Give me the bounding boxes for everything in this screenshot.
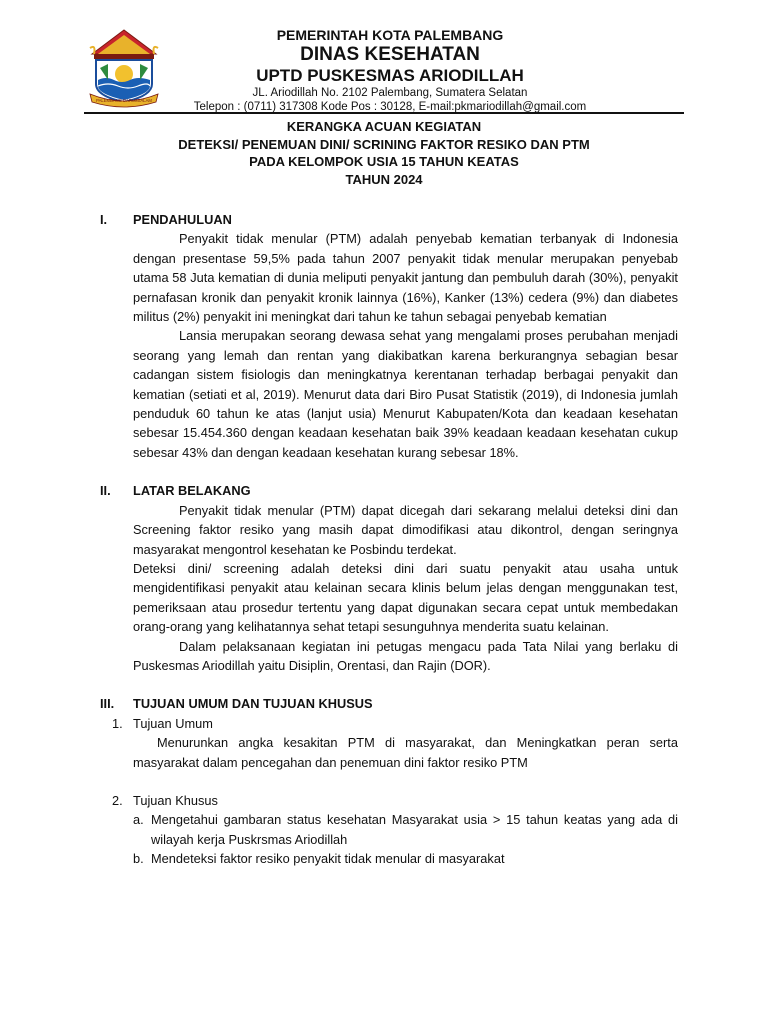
section-heading-pendahuluan	[100, 210, 678, 229]
title-line-2: DETEKSI/ PENEMUAN DINI/ SCRINING FAKTOR RESIKO DAN PTM	[178, 136, 590, 152]
sub-list-letter: b.	[133, 851, 144, 867]
paragraph: Penyakit tidak menular (PTM) dapat dicegah dari sekarang melalui deteksi dini dan Screening faktor resiko yang masih dapat dimodifikasi atau dikontrol, dengan seringnya masyarakat mengontrol kesehatan ke Posbindu terdekat.	[133, 502, 678, 557]
section-number: I.	[100, 212, 108, 227]
sub-list-item	[100, 849, 678, 868]
logo-ribbon-text: PALEMBANG DARUSSALAM	[96, 98, 152, 103]
document-body	[100, 210, 678, 869]
list-label: Tujuan Umum	[133, 715, 213, 731]
paragraph: Dalam pelaksanaan kegiatan ini petugas mengacu pada Tata Nilai yang berlaku di Puskesmas Ariodillah yaitu Disiplin, Orentasi, dan Rajin (DOR).	[133, 638, 678, 673]
letterhead-contact: Telepon : (0711) 317308 Kode Pos : 30128, E-mail:pkmariodillah@gmail.com	[193, 101, 587, 113]
list-item	[100, 791, 678, 810]
paragraph: Menurunkan angka kesakitan PTM di masyarakat, dan Meningkatkan peran serta masyarakat dalam pencegahan dan penemuan dini faktor resiko PTM	[133, 735, 678, 770]
sub-list-letter: a.	[133, 812, 144, 828]
list-number: 1.	[112, 715, 123, 731]
letterhead-agency: DINAS KESEHATAN	[300, 44, 480, 65]
letterhead	[170, 24, 610, 114]
letterhead-address: JL. Ariodillah No. 2102 Palembang, Sumatera Selatan	[252, 87, 528, 99]
sub-list-item	[100, 810, 678, 849]
section-number: II.	[100, 483, 111, 499]
letterhead-unit: UPTD PUSKESMAS ARIODILLAH	[256, 66, 524, 85]
paragraph: Penyakit tidak menular (PTM) adalah penyebab kematian terbanyak di Indonesia dengan presentase 59,5% pada tahun 2007 penyakit tidak menular merupakan penyebab utama 58 Juta kematian di dunia meliputi penyakit jantung dan pembuluh darah (30%), penyakit pernafasan kronik dan penyakit kronik lainnya (16%), Kanker (13%) cedera (9%) dan diabetes militus (2%) penyakit ini meningkat dari tahun ke tahun sebagai penyebab kematian	[133, 231, 678, 325]
paragraph: Deteksi dini/ screening adalah deteksi dini dari suatu penyakit atau usaha untuk mengidentifikasi penyakit atau kelainan secara klinis belum jelas dengan menggunakan test, pemeriksaan atau prosedur tertentu yang dapat digunakan secara cepat untuk membedakan orang-orang yang kelihatannya sehat tetapi sesunguhnya menderita suatu kelainan.	[133, 560, 678, 635]
list-item	[100, 714, 678, 733]
sub-list-text: Mengetahui gambaran status kesehatan Masyarakat usia > 15 tahun keatas yang ada di wilayah kerja Puskrsmas Ariodillah	[151, 812, 678, 847]
section-number: III.	[100, 696, 115, 712]
section-heading-tujuan	[100, 694, 678, 713]
section-heading-latar-belakang	[100, 481, 678, 500]
document-title	[84, 118, 684, 188]
section-title: PENDAHULUAN	[133, 212, 232, 227]
palembang-city-emblem-logo	[84, 24, 164, 108]
list-label: Tujuan Khusus	[133, 792, 218, 808]
title-line-4: TAHUN 2024	[345, 171, 423, 187]
paragraph: Lansia merupakan seorang dewasa sehat yang mengalami proses perubahan menjadi seorang yang lemah dan rentan yang diakibatkan karena berkurangnya sebagian besar cadangan sistem fisiologis dan meningkatnya kerentanan terhadap berbagai penyakit dan kematian (setiati et al, 2019). Menurut data dari Biro Pusat Statistik (2019), di Indonesia jumlah penduduk 60 tahun ke atas (lanjut usia) Menurut Kabupaten/Kota dan keadaan kesehatan sebesar 15.454.360 dengan keadaan kesehatan baik 39% keadaan keadaan kesehatan cukup sebesar 43% dan dengan keadaan kesehatan kurang sebesar 18%.	[133, 328, 678, 460]
letterhead-divider	[84, 112, 684, 114]
letterhead-government: PEMERINTAH KOTA PALEMBANG	[276, 27, 504, 43]
title-line-3: PADA KELOMPOK USIA 15 TAHUN KEATAS	[249, 154, 519, 169]
section-title: TUJUAN UMUM DAN TUJUAN KHUSUS	[133, 696, 373, 712]
sub-list-text: Mendeteksi faktor resiko penyakit tidak menular di masyarakat	[151, 851, 505, 867]
list-number: 2.	[112, 792, 123, 808]
title-line-1: KERANGKA ACUAN KEGIATAN	[286, 119, 482, 134]
section-title: LATAR BELAKANG	[133, 483, 251, 499]
